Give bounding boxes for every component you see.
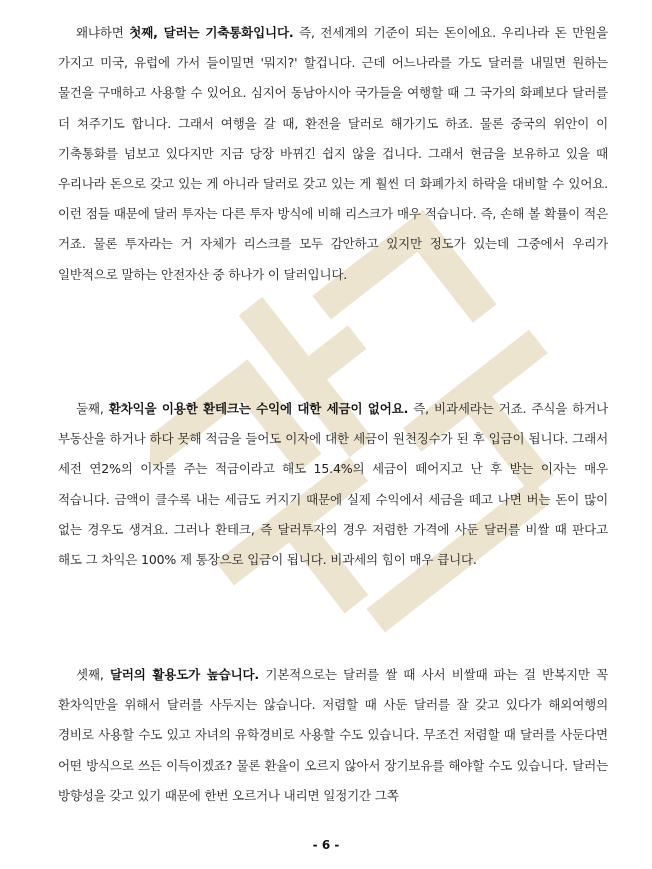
paragraph-body: 즉, 전세계의 기준이 되는 돈이에요. 우리나라 돈 만원을 가지고 미국, 유럽에 가서 들이밀면 '뭐지?' 할겁니다. 근데 어느나라를 가도 달러를 내밀면 원하는 물건을 구매하고 사용할 수 있어요. 심지어 동남아시아 국가들을 여행할 때 그 국가의 화폐보다 달러를 더 쳐주기도 합니다. 그래서 여행을 갈 때, 환전을 달러로 해가기도 하죠. 물론 중국의 위안이 이 기축통화를 넘보고 있다지만 지금 당장 바뀌긴 쉽지 않을 겁니다. 그래서 현금을 보유하고 있을 때 우리나라 돈으로 갖고 있는 게 아니라 달러로 갖고 있는 게 훨씬 더 화폐가치 하락을 대비할 수 있어요. 이런 점들 때문에 달러 투자는 다른 투자 방식에 비해 리스크가 매우 적습니다. 즉, 손해 볼 확률이 적은 거죠. 물론 투자라는 거 자체가 리스크를 모두 감안하고 있지만 정도가 있는데 그중에서 우리가 일반적으로 말하는 안전자산 중 하나가 이 달러입니다. [58, 25, 608, 282]
paragraph-body: 즉, 비과세라는 거죠. 주식을 하거나 부동산을 하거나 하다 못해 적금을 들어도 이자에 대한 세금이 원천징수가 된 후 입금이 됩니다. 그래서 세전 연2%의 이자를 주는 적금이라고 해도 15.4%의 세금이 떼어지고 난 후 받는 이자는 매우 적습니다. 금액이 클수록 내는 세금도 커지기 때문에 실제 수익에서 세금을 떼고 나면 버는 돈이 많이 없는 경우도 생겨요. 그러나 환테크, 즉 달러투자의 경우 저렴한 가격에 사둔 달러를 비쌀 때 판다고 해도 그 차익은 100% 제 통장으로 입금이 됩니다. 비과세의 힘이 매우 큽니다. [58, 401, 608, 568]
paragraph-heading: 첫째, 달러는 기축통화입니다. [129, 25, 294, 40]
paragraph-third-reason [58, 660, 608, 811]
paragraph-second-reason [58, 394, 608, 575]
paragraph-lead: 셋째, [76, 667, 110, 682]
page-number: - 6 - [312, 838, 340, 852]
paragraph-heading: 달러의 활용도가 높습니다. [109, 667, 260, 682]
paragraph-body: 기본적으로는 달러를 쌀 때 사서 비쌀때 파는 걸 반복지만 꼭 환차익만을 위해서 달러를 사두지는 않습니다. 저렴할 때 사둔 달러를 잘 갖고 있다가 해외여행의 경비로 사용할 수도 있고 자녀의 유학경비로 사용할 수도 있습니다. 무조건 저렴할 때 달러를 사둔다면 어떤 방식으로 쓰든 이득이겠죠? 물론 환율이 오르지 않아서 장기보유를 해야할 수도 있습니다. 달러는 방향성을 갖고 있기 때문에 한번 오르거나 내리면 일정기간 그쪽 [58, 667, 609, 803]
paragraph-lead: 둘째, [76, 401, 109, 416]
paragraph-first-reason [58, 18, 608, 290]
paragraph-heading: 환차익을 이용한 환테크는 수익에 대한 세금이 없어요. [108, 401, 409, 416]
paragraph-lead: 왜냐하면 [76, 25, 130, 40]
